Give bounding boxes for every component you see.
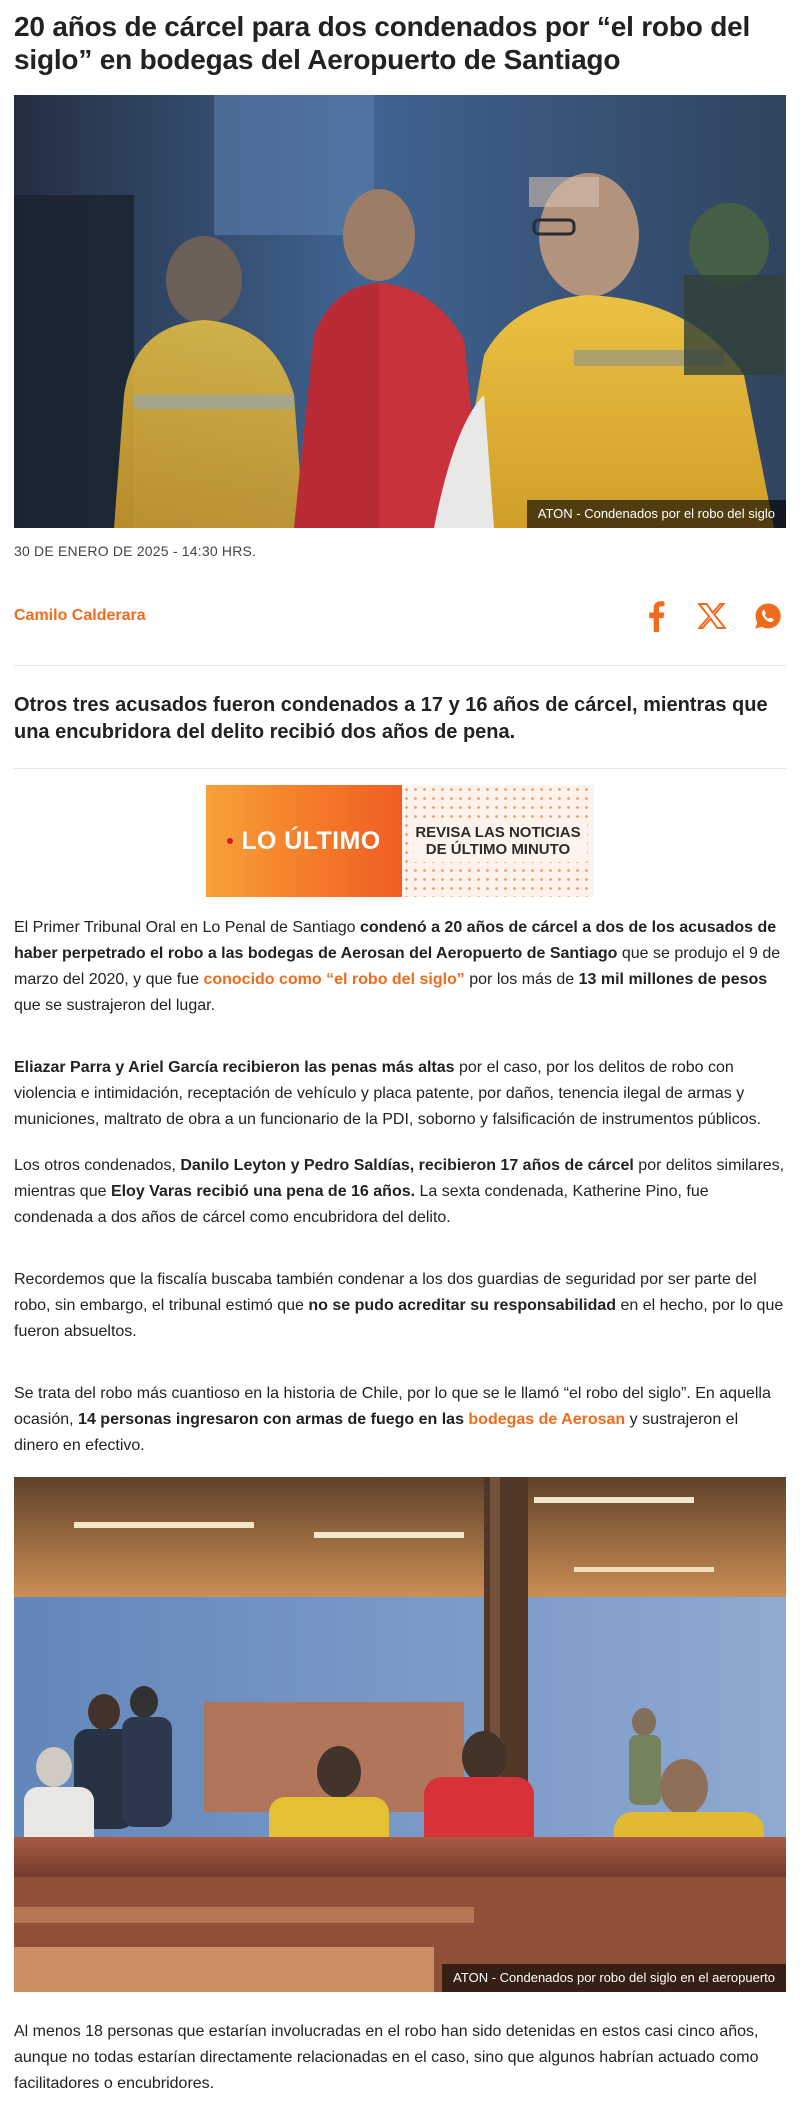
text-span: que se produjo el 9 de marzo del 2020, y que fue: [14, 945, 781, 988]
text-span: Se trata del robo más cuantioso en la historia de Chile, por lo que se le llamó “el robo del siglo”. En aquella ocasión,: [14, 1385, 771, 1428]
bold-span: no se pudo acreditar su responsabilidad: [308, 1297, 617, 1314]
article-title: 20 años de cárcel para dos condenados por “el robo del siglo” en bodegas del Aeropuerto de Santiago: [14, 11, 751, 75]
live-dot-icon: [227, 838, 233, 844]
publish-date: 30 DE ENERO DE 2025 - 14:30 HRS.: [14, 543, 257, 559]
text-span: El Primer Tribunal Oral en Lo Penal de Santiago: [14, 919, 360, 936]
facebook-icon[interactable]: [642, 600, 670, 632]
banner-label: LO ÚLTIMO: [241, 826, 381, 855]
hero-photo-illustration: [14, 95, 786, 528]
text-span: La sexta condenada, Katherine Pino, fue condenada a dos años de cárcel como encubridora del delito.: [14, 1183, 709, 1226]
bold-span: Eliazar Parra y Ariel García recibieron las penas más altas: [14, 1059, 455, 1076]
article-lead: Otros tres acusados fueron condenados a 17 y 16 años de cárcel, mientras que una encubridora del delito recibió dos años de pena.: [14, 694, 768, 743]
text-span: y sustrajeron el dinero en efectivo.: [14, 1411, 739, 1454]
text-span: que se sustrajeron del lugar.: [14, 997, 216, 1014]
link-robo-del-siglo[interactable]: conocido como “el robo del siglo”: [203, 971, 465, 988]
hero-photo: [14, 95, 786, 528]
paragraph-4: [14, 1257, 786, 1345]
link-bodegas-aerosan[interactable]: bodegas de Aerosan: [468, 1411, 626, 1428]
bold-span: Danilo Leyton y Pedro Saldías, recibieron 17 años de cárcel: [180, 1157, 634, 1174]
lo-ultimo-banner[interactable]: [206, 785, 594, 897]
text-span: en el hecho, por lo que fueron absueltos.: [14, 1297, 784, 1340]
x-icon[interactable]: [698, 600, 726, 632]
divider-bottom: [14, 768, 786, 769]
paragraph-2: [14, 1045, 786, 1133]
bold-span: 14 personas ingresaron con armas de fuego en las: [78, 1411, 469, 1428]
text-span: por delitos similares, mientras que: [14, 1157, 785, 1200]
banner-text-line2: DE ÚLTIMO MINUTO: [425, 841, 571, 858]
whatsapp-icon[interactable]: [754, 600, 782, 632]
text-span: Los otros condenados,: [14, 1157, 181, 1174]
bold-span: Eloy Varas recibió una pena de 16 años.: [110, 1183, 416, 1200]
text-span: Recordemos que la fiscalía buscaba también condenar a los dos guardias de seguridad por ser parte del robo, sin embargo, el tribunal estimó que: [14, 1271, 757, 1314]
courtroom-photo-caption: ATON - Condenados por robo del siglo en el aeropuerto: [442, 1964, 786, 1992]
author-link[interactable]: Camilo Calderara: [14, 607, 146, 624]
banner-label-area: [206, 785, 402, 897]
bold-span: condenó a 20 años de cárcel a dos de los acusados de haber perpetrado el robo a las bodegas de Aerosan del Aeropuerto de Santiago: [14, 919, 777, 962]
banner-text-line1: REVISA LAS NOTICIAS: [415, 824, 581, 841]
article-body: [14, 915, 786, 1459]
byline-row: [14, 596, 786, 636]
paragraph-1: [14, 915, 786, 1019]
banner-text-area: [402, 785, 594, 897]
share-buttons: [642, 600, 786, 632]
text-span: por los más de: [464, 971, 579, 988]
paragraph-6: Al menos 18 personas que estarían involucradas en el robo han sido detenidas en estos casi cinco años, aunque no todas estarían directamente relacionadas en el caso, sino que algunos habrían actuado como facilitadores o encubridores.: [14, 2023, 759, 2092]
article-body-continued: [14, 2019, 786, 2097]
hero-photo-caption: ATON - Condenados por el robo del siglo: [527, 500, 786, 528]
paragraph-3: [14, 1153, 786, 1231]
bold-span: 13 mil millones de pesos: [578, 971, 768, 988]
courtroom-photo: [14, 1477, 786, 1992]
text-span: por el caso, por los delitos de robo con violencia e intimidación, receptación de vehículo y placa patente, por daños, tenencia ilegal de armas y municiones, maltrato de obra a un funcionario de la PDI, soborno y falsificación de instrumentos públicos.: [14, 1059, 762, 1128]
banner-text: [409, 820, 586, 862]
courtroom-photo-illustration: [14, 1477, 786, 1992]
paragraph-5: [14, 1371, 786, 1459]
